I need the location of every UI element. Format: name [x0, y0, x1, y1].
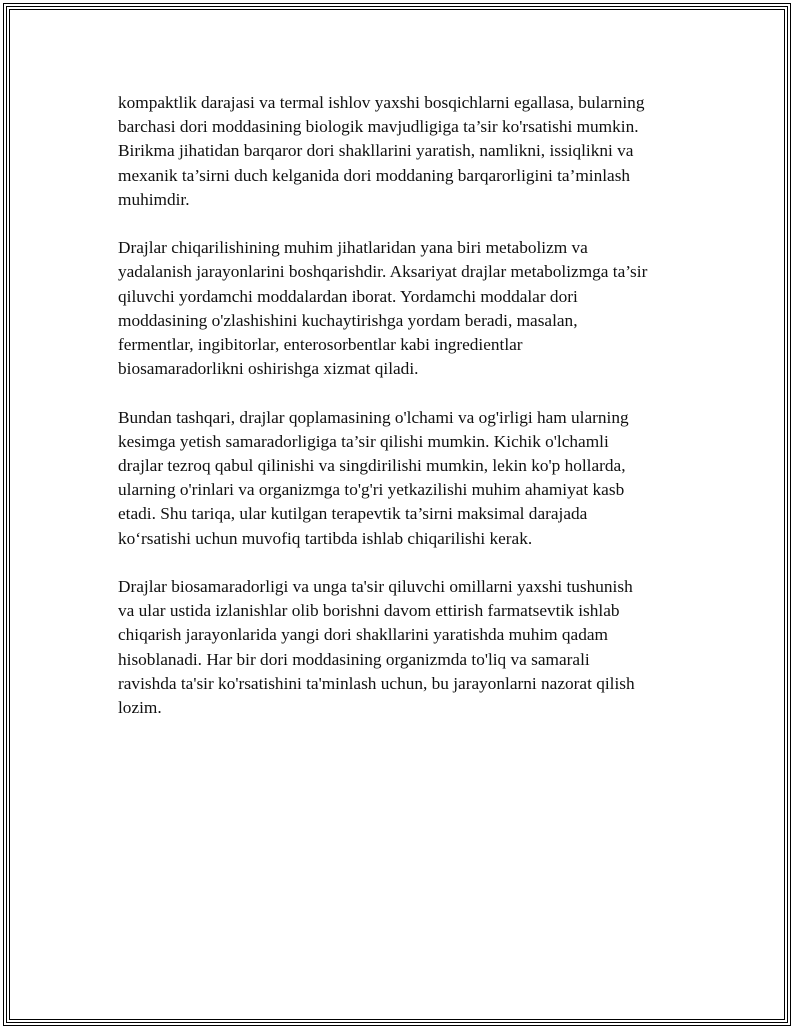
text-line: etadi. Shu tariqa, ular kutilgan terapevtik ta’sirni maksimal darajada: [118, 504, 588, 524]
text-line: ravishda ta'sir ko'rsatishini ta'minlash uchun, bu jarayonlarni nazorat qilish: [118, 673, 635, 693]
text-line: Bundan tashqari, drajlar qoplamasining o'lchami va og'irligi ham ularning: [118, 407, 629, 427]
text-line: drajlar tezroq qabul qilinishi va singdirilishi mumkin, lekin ko'p hollarda,: [118, 456, 626, 476]
text-line: fermentlar, ingibitorlar, enterosorbentlar kabi ingredientlar: [118, 335, 523, 355]
text-line: qiluvchi yordamchi moddalardan iborat. Yordamchi moddalar dori: [118, 286, 578, 306]
text-line: Drajlar chiqarilishining muhim jihatlaridan yana biri metabolizm va: [118, 238, 588, 258]
text-line: Birikma jihatidan barqaror dori shakllarini yaratish, namlikni, issiqlikni va: [118, 141, 634, 161]
text-line: hisoblanadi. Har bir dori moddasining organizmda to'liq va samarali: [118, 649, 590, 669]
paragraph-4: [118, 575, 708, 720]
text-line: ko‘rsatishi uchun muvofiq tartibda ishlab chiqarilishi kerak.: [118, 528, 533, 548]
text-line: kompaktlik darajasi va termal ishlov yaxshi bosqichlarni egallasa, bularning: [118, 93, 645, 112]
paragraph-1: [118, 91, 708, 212]
text-line: barchasi dori moddasining biologik mavjudligiga ta’sir ko'rsatishi mumkin.: [118, 117, 639, 137]
text-line: lozim.: [118, 698, 162, 718]
paragraph-3: [118, 406, 708, 551]
text-line: yadalanish jarayonlarini boshqarishdir. Aksariyat drajlar metabolizmga ta’sir: [118, 262, 648, 282]
text-line: chiqarish jarayonlarida yangi dori shakllarini yaratishda muhim qadam: [118, 625, 608, 645]
text-line: ularning o'rinlari va organizmga to'g'ri yetkazilishi muhim ahamiyat kasb: [118, 480, 625, 500]
text-line: va ular ustida izlanishlar olib borishni davom ettirish farmatsevtik ishlab: [118, 601, 620, 621]
text-line: moddasining o'zlashishini kuchaytirishga yordam beradi, masalan,: [118, 310, 578, 330]
paragraph-2: [118, 236, 708, 381]
text-line: mexanik ta’sirni duch kelganida dori moddaning barqarorligini ta’minlash: [118, 165, 631, 185]
text-line: muhimdir.: [118, 189, 190, 209]
document-body: [118, 91, 708, 744]
text-line: biosamaradorlikni oshirishga xizmat qiladi.: [118, 359, 419, 379]
text-line: Drajlar biosamaradorligi va unga ta'sir qiluvchi omillarni yaxshi tushunish: [118, 577, 633, 597]
text-line: kesimga yetish samaradorligiga ta’sir qilishi mumkin. Kichik o'lchamli: [118, 431, 609, 451]
